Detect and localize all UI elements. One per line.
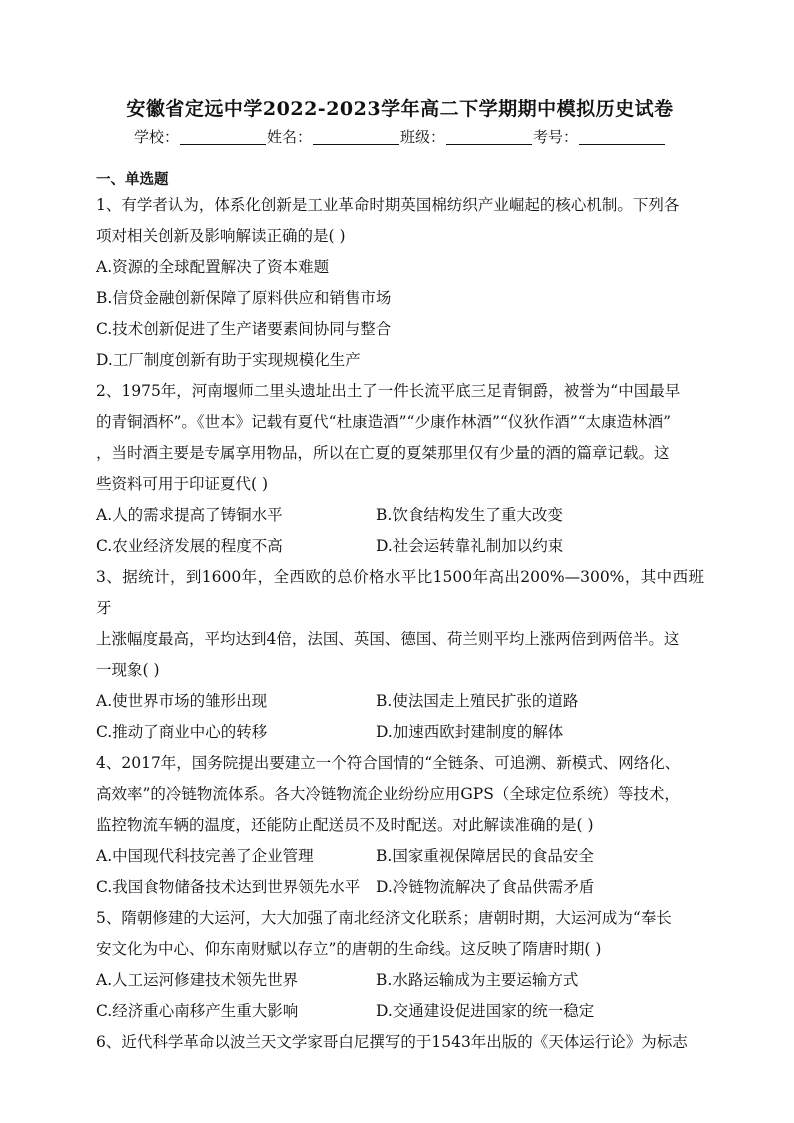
option-d: D.工厂制度创新有助于实现规模化生产: [96, 351, 361, 369]
option-row: [96, 500, 704, 531]
question-stem-line: 2、1975年，河南堰师二里头遗址出土了一件长流平底三足青铜爵，被誉为“中国最早: [96, 382, 681, 400]
option-d: D.交通建设促进国家的统一稳定: [376, 1002, 595, 1020]
question-stem-line: 项对相关创新及影响解读正确的是( ): [96, 227, 346, 245]
option-c: C.农业经济发展的程度不高: [96, 537, 283, 555]
option-d: D.加速西欧封建制度的解体: [376, 723, 564, 741]
question-stem-line: 高效率”的冷链物流体系。各大冷链物流企业纷纷应用GPS（全球定位系统）等技术，: [96, 785, 680, 803]
option-row: [96, 872, 704, 903]
question-stem-line: 1、有学者认为，体系化创新是工业革命时期英国棉纺织产业崛起的核心机制。下列各: [96, 196, 680, 214]
option-b: B.使法国走上殖民扩张的道路: [376, 692, 579, 710]
exam-number-field: [533, 126, 666, 148]
option-b: B.水路运输成为主要运输方式: [376, 971, 579, 989]
question-stem-line: 些资料可用于印证夏代( ): [96, 475, 269, 493]
option-a: A.资源的全球配置解决了资本难题: [96, 258, 330, 276]
option-a: A.中国现代科技完善了企业管理: [96, 847, 314, 865]
option-row: [96, 717, 704, 748]
school-label: 学校：: [133, 128, 179, 146]
option-b: B.饮食结构发生了重大改变: [376, 506, 563, 524]
class-field: [400, 126, 533, 148]
school-blank: [180, 128, 266, 145]
school-field: [134, 126, 267, 148]
student-info-line: [96, 126, 704, 148]
question-stem-line: 6、近代科学革命以波兰天文学家哥白尼撰写的于1543年出版的《天体运行论》为标志: [96, 1033, 688, 1051]
exam-number-label: 考号：: [533, 128, 579, 146]
option-a: A.人的需求提高了铸铜水平: [96, 506, 283, 524]
question-stem-line: 的青铜酒杯”。《世本》记载有夏代“杜康造酒”“少康作林酒”“仪狄作酒”“太康造林酒”: [96, 413, 672, 431]
question-stem-line: 安文化为中心、仰东南财赋以存立”的唐朝的生命线。这反映了隋唐时期( ): [96, 940, 602, 958]
name-field: [267, 126, 400, 148]
option-row: [96, 965, 704, 996]
option-row: [96, 686, 704, 717]
option-a: A.使世界市场的雏形出现: [96, 692, 268, 710]
class-blank: [446, 128, 532, 145]
option-d: D.冷链物流解决了食品供需矛盾: [376, 878, 595, 896]
name-label: 姓名：: [266, 128, 312, 146]
question-stem-line: 监控物流车辆的温度，还能防止配送员不及时配送。对此解读准确的是( ): [96, 816, 594, 834]
question-6: [96, 1027, 704, 1058]
question-5: [96, 903, 704, 1027]
option-c: C.经济重心南移产生重大影响: [96, 1002, 299, 1020]
section-heading: 一、单选题: [96, 171, 169, 188]
option-b: B.国家重视保障居民的食品安全: [376, 847, 594, 865]
question-stem-line: 一现象( ): [96, 661, 160, 679]
name-blank: [313, 128, 399, 145]
option-c: C.技术创新促进了生产诸要素间协同与整合: [96, 320, 392, 338]
page-title: 安徽省定远中学2022-2023学年高二下学期期中模拟历史试卷: [126, 98, 674, 120]
question-stem-line: 5、隋朝修建的大运河，大大加强了南北经济文化联系；唐朝时期，大运河成为“奉长: [96, 909, 672, 927]
exam-number-blank: [579, 128, 665, 145]
option-row: [96, 531, 704, 562]
question-stem-line: 4、2017年，国务院提出要建立一个符合国情的“全链条、可追溯、新模式、网络化、: [96, 754, 681, 772]
question-stem-line: ，当时酒主要是专属享用物品，所以在亡夏的夏桀那里仅有少量的酒的篇章记载。这: [96, 444, 670, 462]
class-label: 班级：: [400, 128, 446, 146]
option-row: [96, 996, 704, 1027]
question-3: [96, 562, 704, 748]
question-stem-line: 3、据统计，到1600年，全西欧的总价格水平比1500年高出200%—300%，其中西班牙: [96, 568, 704, 617]
question-2: [96, 376, 704, 562]
option-a: A.人工运河修建技术领先世界: [96, 971, 299, 989]
question-1: [96, 190, 704, 376]
option-c: C.推动了商业中心的转移: [96, 723, 268, 741]
question-stem-line: 上涨幅度最高，平均达到4倍，法国、英国、德国、荷兰则平均上涨两倍到两倍半。这: [96, 630, 680, 648]
question-4: [96, 748, 704, 903]
option-b: B.信贷金融创新保障了原料供应和销售市场: [96, 289, 392, 307]
option-c: C.我国食物储备技术达到世界领先水平: [96, 878, 361, 896]
option-d: D.社会运转靠礼制加以约束: [376, 537, 564, 555]
option-row: [96, 841, 704, 872]
